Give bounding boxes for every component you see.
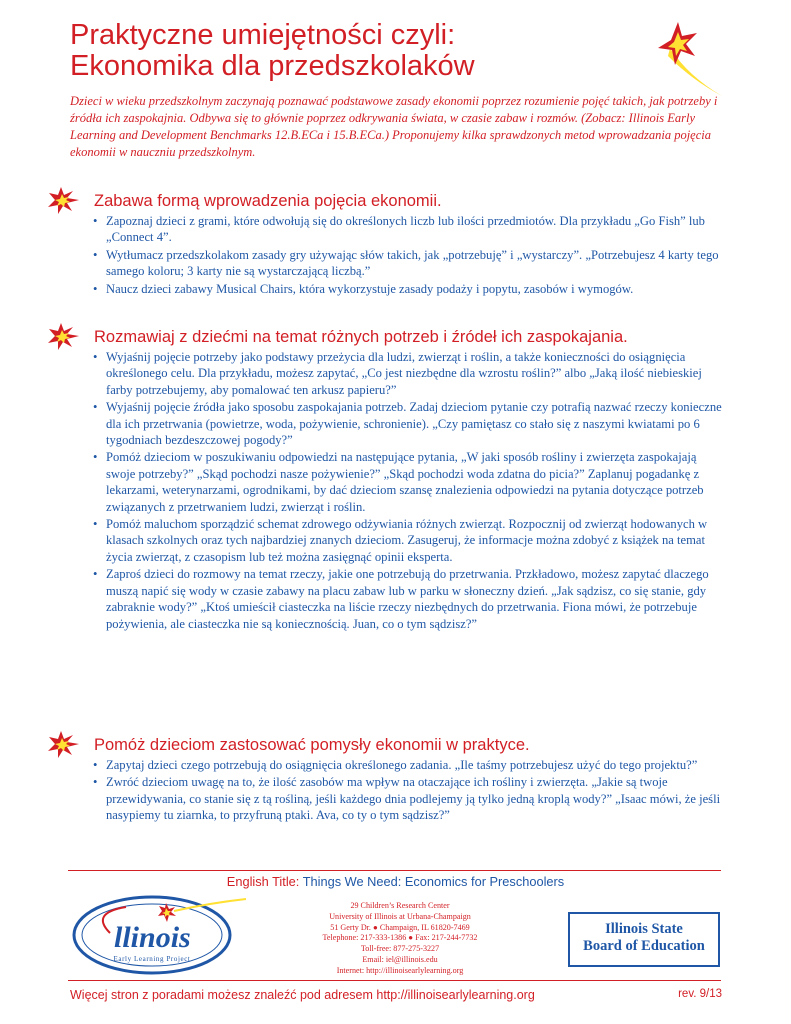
contact-block [290,901,510,977]
section-needs [46,327,726,633]
english-title [0,874,791,889]
list-item: • Zaproś dzieci do rozmowy na temat rzeczy, jakie one potrzebują do przetrwania. Przkładowo, możesz zapytać dlaczego muszą napić się wody w czasie zabawy na placu zabaw lub w parku w słoneczny dzień. „Jak sądzisz, co się stanie, gdy zabraknie wody?” „Ktoś umieścił ciasteczka na liście rzeczy niezbędnych do przetrwania. Fiona mówi, że potrzebuje pożywienia, ale ciasteczka nie są koniecznością. Juan, co o tym sądzisz?” [94,566,726,632]
english-title-value: Things We Need: Economics for Preschoolers [302,874,565,889]
contact-line: Email: iel@illinois.edu [362,954,438,964]
list-item: • Wyjaśnij pojęcie potrzeby jako podstawy przeżycia dla ludzi, zwierząt i roślin, a także konieczności do osiągnięcia określonego celu. Dla przykładu, możesz zapytać, „Co jest niezbędne dla wzrostu roślin?” albo „Jaką ilość niebieskiej farby potrzebujemy, aby pomalować ten arkusz papieru?” [94,349,726,398]
list-item: • Zwróć dzieciom uwagę na to, że ilość zasobów ma wpływ na otaczające ich rośliny i zwierzęta. „Jakie są twoje przewidywania, co stanie się z tą rośliną, jeśli każdego dnia podlejemy ją tylko jedną kroplą wody?” „Isaac mówi, że jeśli nasypiemy tu ziarnka, to przyfruną ptaki. Ava, co ty o tym sądzisz?” [94,774,726,823]
title-line-1: Praktyczne umiejętności czyli: [70,19,456,51]
star-bullet-icon [46,321,80,351]
bullet-list [46,757,726,824]
section-practice [46,735,726,825]
english-title-label: English Title: [226,874,300,889]
shooting-star-icon [648,18,728,98]
contact-line: Telephone: 217-333-1386 ● Fax: 217-244-7732 [322,933,478,943]
section-title: Rozmawiaj z dziećmi na temat różnych potrzeb i źródeł ich zaspokajania. [94,328,628,346]
star-bullet-icon [46,185,80,215]
footer-text: Więcej stron z poradami możesz znaleźć pod adresem http://illinoisearlylearning.org [70,988,535,1002]
list-item: • Naucz dzieci zabawy Musical Chairs, która wykorzystuje zasady podaży i popytu, zasobów i wymogów. [94,281,726,297]
logo-text: llinois [114,921,191,954]
list-item: • Wyjaśnij pojęcie źródła jako sposobu zaspokajania potrzeb. Zadaj dzieciom pytanie czy potrafią nazwać rzeczy konieczne dla ich przetrwania (powietrze, woda, pożywienie, schronienie). „Czy pamiętasz co stało się z naszymi kwiatami po 6 tygodniach bezdeszczowej pogody?” [94,399,726,448]
revision-label: rev. 9/13 [678,988,722,1000]
list-item: • Pomóż maluchom sporządzić schemat zdrowego odżywiania różnych zwierząt. Rozpocznij od zwierząt hodowanych w klasach szkolnych oraz tych najbardziej znanych dzieciom. Zasugeruj, że informacje można zdobyć z książek na temat życia zwierząt, z czasopism lub też można zasięgnąć opinii eksperta. [94,516,726,565]
list-item: • Pomóż dzieciom w poszukiwaniu odpowiedzi na następujące pytania, „W jaki sposób rośliny i zwierzęta zaspokajają swoje potrzeby?” „Skąd pochodzi nasze pożywienie?” „Skąd pochodzi woda zdatna do picia?” Zaplanuj pogadankę z lekarzami, weterynarzami, ogrodnikami, by dać dzieciom szansę znalezienia odpowiedzi na pytania dotyczące potrzeb związanych z przetrwaniem ludzi, zwierząt i roślin. [94,449,726,515]
list-item: • Zapoznaj dzieci z grami, które odwołują się do określonych liczb lub ilości przedmiotów. Dla przykładu „Go Fish” lub „Connect 4”. [94,213,726,246]
bullet-list [46,213,726,297]
contact-line: 51 Gerty Dr. ● Champaign, IL 61820-7469 [330,922,470,932]
list-item: • Zapytaj dzieci czego potrzebują do osiągnięcia określonego zadania. „Ile taśmy potrzebujesz użyć do tego projektu?” [94,757,726,773]
footer-divider [68,870,721,871]
isbe-logo [568,912,720,967]
illinois-early-learning-logo [70,893,260,977]
section-title: Pomóż dzieciom zastosować pomysły ekonomii w praktyce. [94,736,530,754]
isbe-line-2: Board of Education [583,938,705,954]
page-title [70,20,650,82]
contact-line: 29 Children’s Research Center [350,901,450,910]
contact-line: Toll-free: 877-275-3227 [360,944,440,954]
star-bullet-icon [46,729,80,759]
section-title: Zabawa formą wprowadzenia pojęcia ekonomii. [94,192,442,210]
list-item: • Wytłumacz przedszkolakom zasady gry używając słów takich, jak „potrzebuję” i „wystarczy”. „Potrzebujesz 4 karty tego samego koloru; 3 karty nie są wystarczającą liczbą.” [94,247,726,280]
contact-line: University of Illinois at Urbana-Champaign [329,911,471,921]
contact-line: Internet: http://illinoisearlylearning.org [336,965,464,975]
title-line-2: Ekonomika dla przedszkolaków [70,50,475,82]
section-play [46,191,726,298]
intro-paragraph: Dzieci w wieku przedszkolnym zaczynają poznawać podstawowe zasady ekonomii poprzez rozumienie pojęć takich, jak potrzeby i źródła ich zaspokajnia. Odbywa się to głównie poprzez odkrywania świata, w czasie zabaw i rozmów. (Zobacz: Illinois Early Learning and Development Benchmarks 12.B.ECa i 15.B.ECa.) Proponujemy kilka sprawdzonych metod wprowadzania pojęcia ekonomii w nauczniu przedszkolnym. [70,94,718,159]
footer-divider-bottom [68,980,721,981]
bullet-list [46,349,726,632]
footer [70,988,722,1002]
logo-tagline: Early Learning Project [113,955,191,963]
isbe-line-1: Illinois State [605,921,683,937]
